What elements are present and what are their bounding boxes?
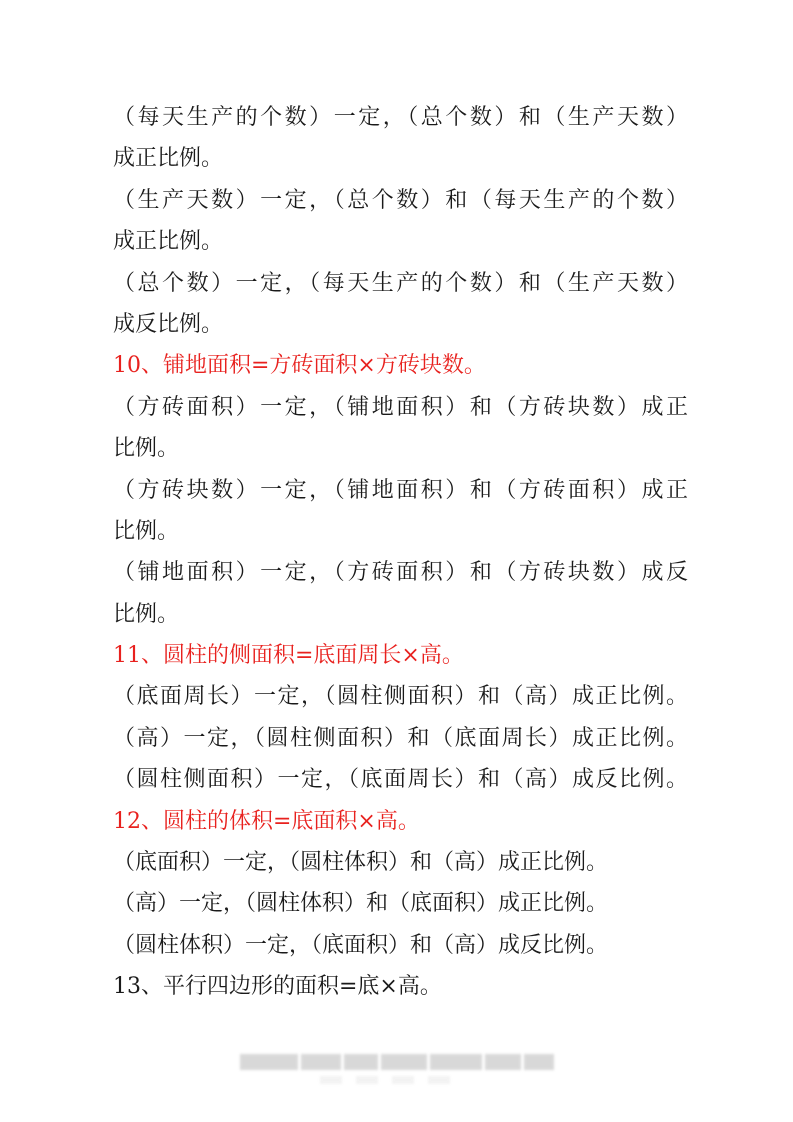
text-line: （底面周长）一定，（圆柱侧面积）和（高）成正比例。 [113,684,688,710]
text-line: （高）一定，（圆柱侧面积）和（底面周长）成正比例。 [113,725,688,751]
text-line: 成正比例。 [113,229,224,255]
text-line: 成反比例。 [113,311,224,337]
text-line: （底面积）一定，（圆柱体积）和（高）成正比例。 [113,850,609,876]
blurred-footer-subtext [320,1076,450,1086]
text-line: （铺地面积）一定，（方砖面积）和（方砖块数）成反 [113,560,688,586]
text-line: （生产天数）一定，（总个数）和（每天生产的个数） [113,187,688,213]
section-heading-11: 11、圆柱的侧面积=底面周长×高。 [113,643,464,669]
text-line: 比例。 [113,436,180,462]
text-line: （圆柱体积）一定，（底面积）和（高）成反比例。 [113,932,609,958]
text-line: （圆柱侧面积）一定，（底面周长）和（高）成反比例。 [113,767,688,793]
text-line: （高）一定，（圆柱体积）和（底面积）成正比例。 [113,891,609,917]
text-line: （方砖块数）一定，（铺地面积）和（方砖面积）成正 [113,477,688,503]
text-line: 比例。 [113,518,180,544]
blurred-footer-text [240,1054,555,1072]
text-line: （每天生产的个数）一定，（总个数）和（生产天数） [113,105,688,130]
text-line: （总个数）一定，（每天生产的个数）和（生产天数） [113,270,688,296]
section-heading-12: 12、圆柱的体积=底面积×高。 [113,808,420,834]
section-heading-10: 10、铺地面积=方砖面积×方砖块数。 [113,353,486,379]
text-line: 成正比例。 [113,146,224,172]
text-line: （方砖面积）一定，（铺地面积）和（方砖块数）成正 [113,394,688,420]
section-heading-13: 13、平行四边形的面积=底×高。 [113,974,442,1000]
text-line: 比例。 [113,601,180,627]
document-body [113,97,688,1008]
